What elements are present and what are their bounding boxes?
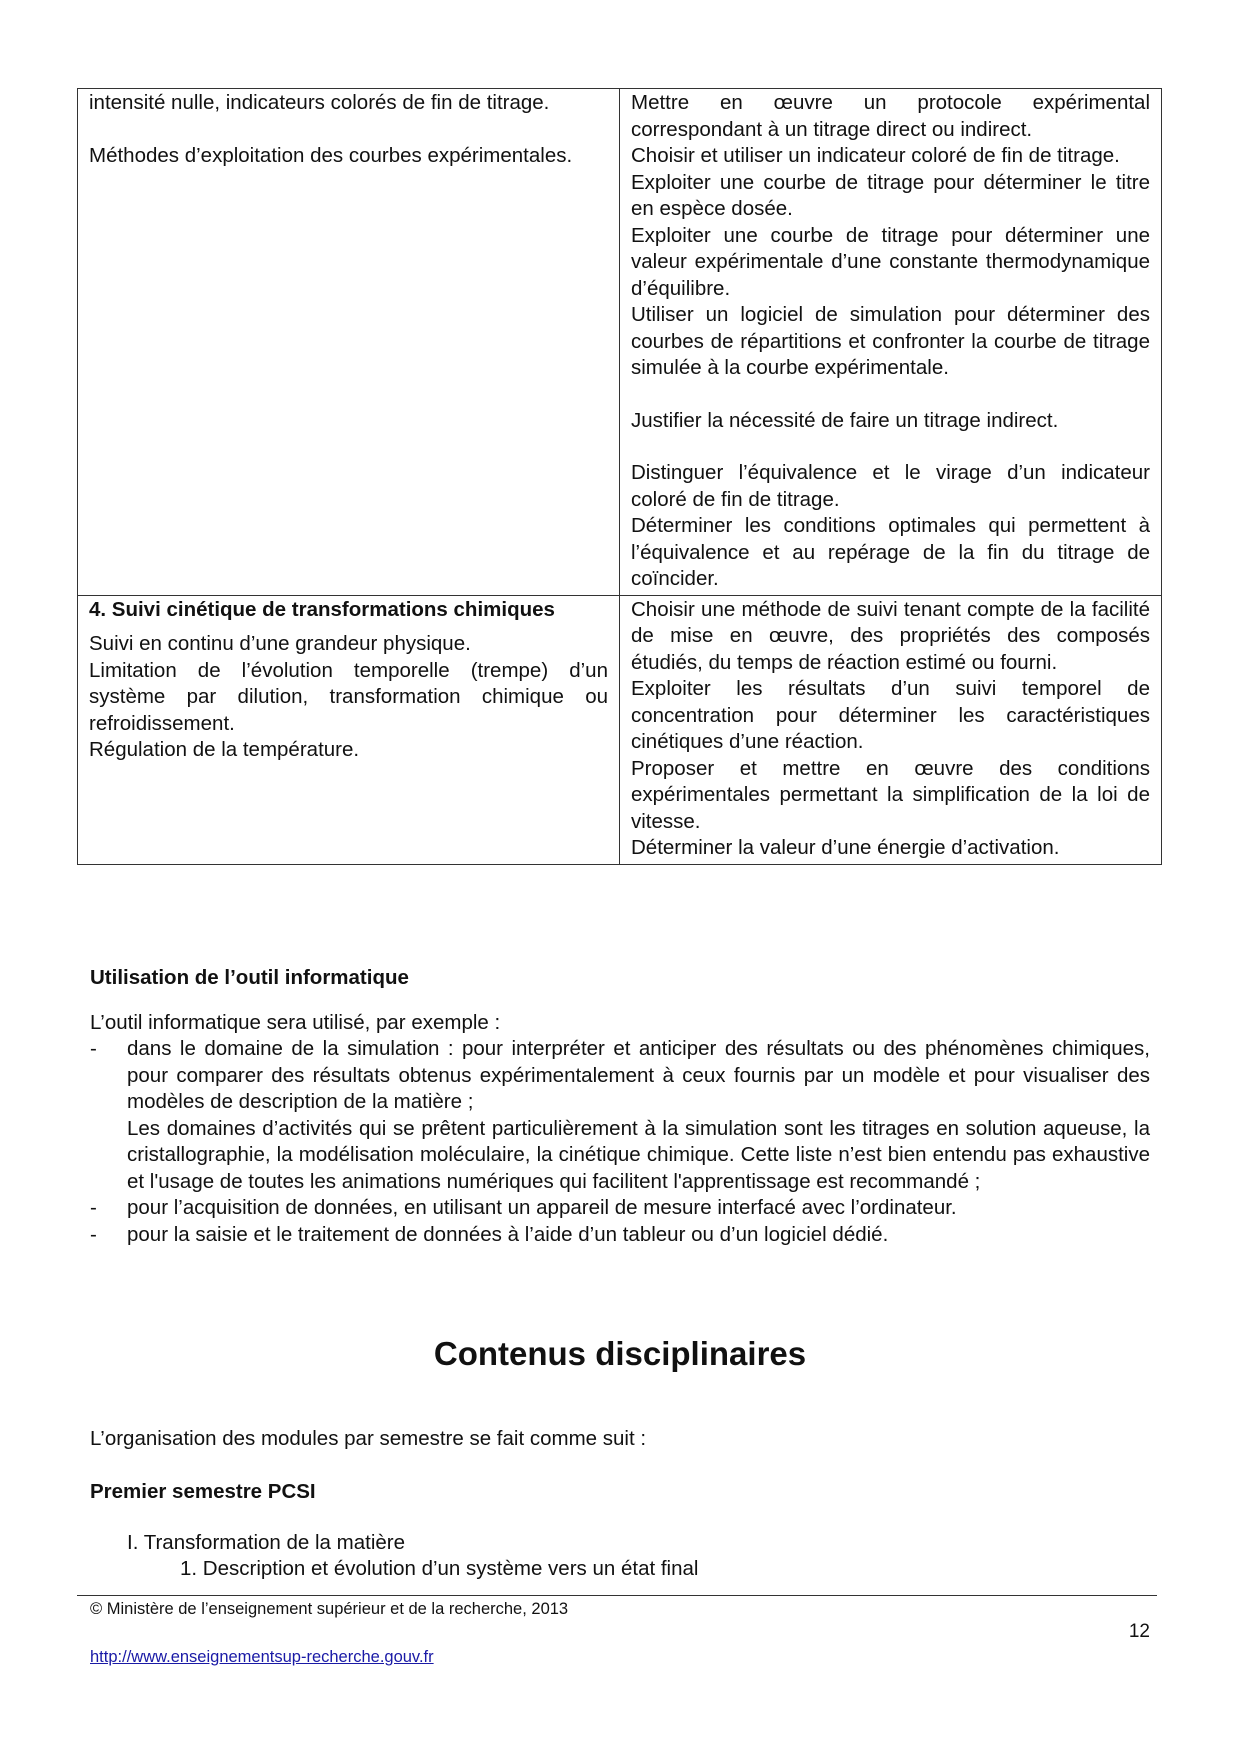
section-heading: Utilisation de l’outil informatique <box>90 966 409 989</box>
page-number: 12 <box>1128 1621 1150 1642</box>
footer-copyright: © Ministère de l’enseignement supérieur et de la recherche, 2013 <box>90 1600 569 1618</box>
cell-paragraph: Exploiter une courbe de titrage pour déterminer le titre en espèce dosée. <box>631 170 1150 220</box>
informatique-list <box>90 1036 1150 1248</box>
cell-paragraph: Méthodes d’exploitation des courbes expérimentales. <box>89 143 573 167</box>
semester-heading: Premier semestre PCSI <box>90 1480 316 1503</box>
cell-paragraph: Mettre en œuvre un protocole expérimental correspondant à un titrage direct ou indirect. <box>631 91 1150 141</box>
table-cell-skills <box>620 595 1162 864</box>
list-item-text: dans le domaine de la simulation : pour interpréter et anticiper des résultats ou des phénomènes chimiques, pour comparer des résultats obtenus expérimentalement à ceux fournis par un modèle et pour visualiser des modèles de description de la matière ; <box>127 1037 1150 1113</box>
cell-paragraph: Justifier la nécessité de faire un titrage indirect. <box>631 408 1059 432</box>
list-item-continuation: Les domaines d’activités qui se prêtent particulièrement à la simulation sont les titrages en solution aqueuse, la cristallographie, la modélisation moléculaire, la cinétique chimique. Cette liste n’est bien entendu pas exhaustive et l'usage de toutes les animations numériques qui facilitent l'apprentissage est recommandé ; <box>127 1116 1150 1193</box>
cell-paragraph: Régulation de la température. <box>89 738 360 761</box>
list-item <box>90 1195 1150 1222</box>
section-intro: L’outil informatique sera utilisé, par exemple : <box>90 1010 501 1034</box>
outline-level-2: 1. Description et évolution d’un système vers un état final <box>180 1557 699 1580</box>
table-cell-content <box>78 595 620 864</box>
list-item-text: pour la saisie et le traitement de données à l’aide d’un tableur ou d’un logiciel dédié. <box>127 1222 889 1246</box>
cell-paragraph: Suivi en continu d’une grandeur physique. <box>89 632 471 655</box>
page-title: Contenus disciplinaires <box>433 1335 807 1372</box>
dash-bullet: - <box>90 1222 97 1246</box>
cell-paragraph: Déterminer les conditions optimales qui permettent à l’équivalence et au repérage de la fin du titrage de coïncider. <box>631 514 1150 590</box>
contenus-intro: L’organisation des modules par semestre se fait comme suit : <box>90 1427 647 1450</box>
list-item <box>90 1222 1150 1249</box>
table-row <box>78 89 1162 596</box>
row-heading: 4. Suivi cinétique de transformations chimiques <box>89 597 555 621</box>
cell-paragraph: Proposer et mettre en œuvre des conditions expérimentales permettant la simplification de la loi de vitesse. <box>631 756 1150 833</box>
cell-paragraph: Utiliser un logiciel de simulation pour déterminer des courbes de répartitions et confronter la courbe de titrage simulée à la courbe expérimentale. <box>631 303 1150 379</box>
cell-paragraph: intensité nulle, indicateurs colorés de fin de titrage. <box>89 91 550 114</box>
list-item <box>90 1036 1150 1195</box>
cell-paragraph: Déterminer la valeur d’une énergie d’activation. <box>631 836 1060 859</box>
footer-divider <box>77 1595 1157 1596</box>
list-item-text: pour l’acquisition de données, en utilisant un appareil de mesure interfacé avec l’ordinateur. <box>127 1196 957 1219</box>
footer-website-link[interactable]: http://www.enseignementsup-recherche.gouv.fr <box>90 1648 434 1666</box>
dash-bullet: - <box>90 1037 97 1060</box>
cell-paragraph: Exploiter les résultats d’un suivi temporel de concentration pour déterminer les caractéristiques cinétiques d’une réaction. <box>631 677 1150 753</box>
cell-paragraph: Limitation de l’évolution temporelle (trempe) d’un système par dilution, transformation chimique ou refroidissement. <box>89 658 608 735</box>
table-cell-skills <box>620 89 1162 596</box>
cell-paragraph: Exploiter une courbe de titrage pour déterminer une valeur expérimentale d’une constante thermodynamique d’équilibre. <box>631 223 1150 300</box>
table-cell-content <box>78 89 620 596</box>
cell-paragraph: Choisir et utiliser un indicateur coloré de fin de titrage. <box>631 144 1120 167</box>
table-row <box>78 595 1162 864</box>
dash-bullet: - <box>90 1196 97 1219</box>
cell-paragraph: Distinguer l’équivalence et le virage d’un indicateur coloré de fin de titrage. <box>631 461 1150 511</box>
program-table <box>77 88 1162 865</box>
outline-level-1: I. Transformation de la matière <box>127 1531 406 1554</box>
cell-paragraph: Choisir une méthode de suivi tenant compte de la facilité de mise en œuvre, des propriétés des composés étudiés, du temps de réaction estimé ou fourni. <box>631 597 1150 674</box>
informatique-section <box>90 965 1150 1248</box>
